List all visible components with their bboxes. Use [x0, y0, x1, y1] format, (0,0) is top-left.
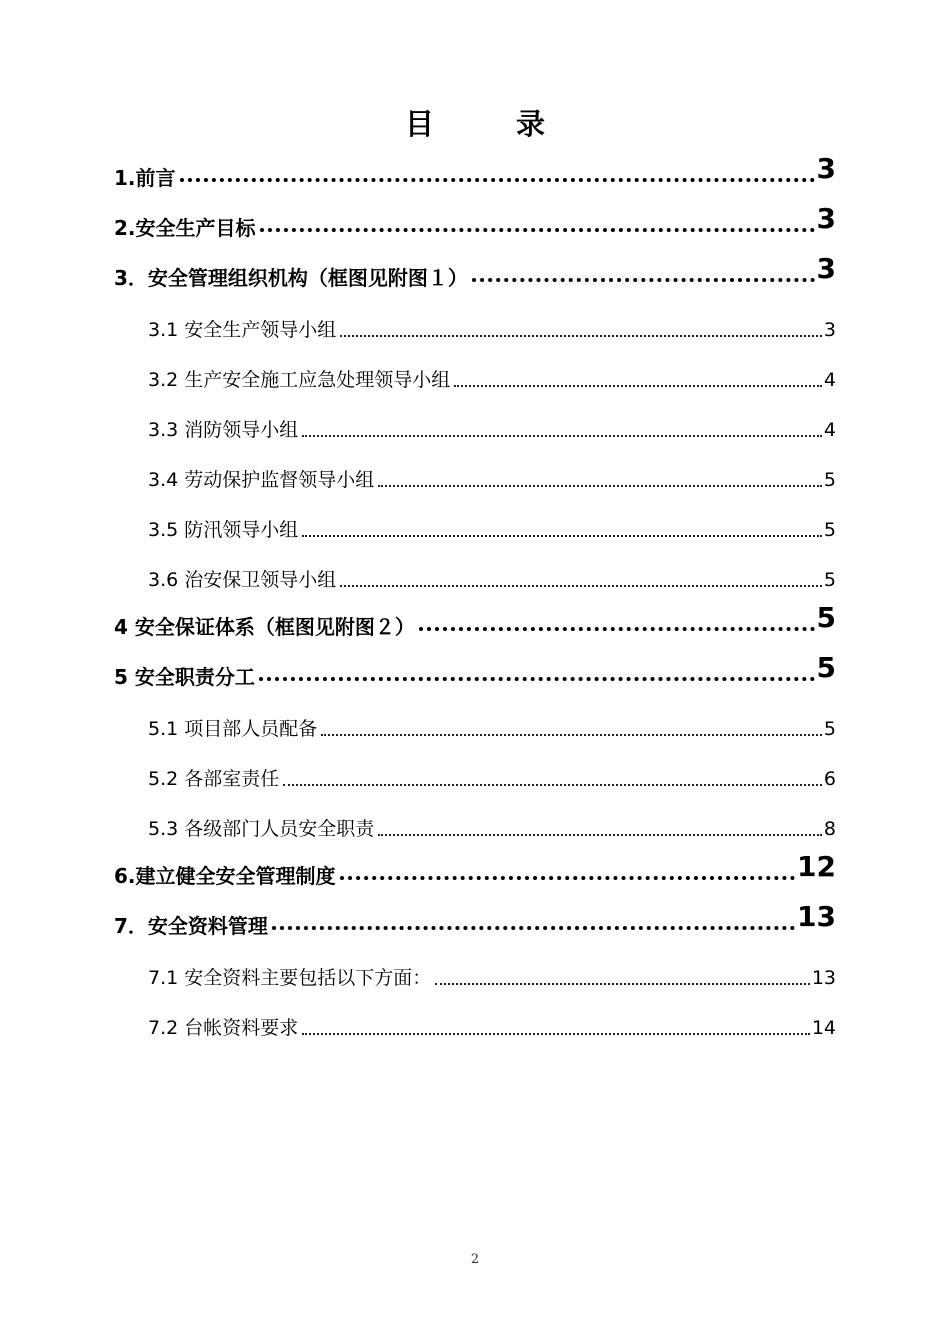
- toc-entry-title: 5.1 项目部人员配备: [148, 718, 318, 740]
- toc-entry[interactable]: [148, 962, 836, 992]
- toc-entry-page: 13: [797, 900, 836, 933]
- toc-entry-title: 7.2 台帐资料要求: [148, 1017, 299, 1039]
- toc-entry-page: 6: [823, 768, 836, 790]
- toc-entry[interactable]: [114, 651, 836, 691]
- dot-leader: [180, 178, 815, 182]
- toc-entry[interactable]: [148, 713, 836, 743]
- toc-entry[interactable]: [148, 813, 836, 843]
- dot-leader: [378, 485, 822, 487]
- toc-entry[interactable]: [148, 564, 836, 594]
- toc-entry-page: 5: [823, 469, 836, 491]
- toc-entry-page: 5: [816, 651, 836, 684]
- toc-entry-page: 3: [816, 152, 836, 185]
- dot-leader: [419, 627, 815, 631]
- toc-entry-page: 8: [823, 818, 836, 840]
- dot-leader: [260, 228, 815, 232]
- toc-entry[interactable]: [114, 202, 836, 242]
- toc-entry-page: 4: [823, 419, 836, 441]
- toc-entry-page: 5: [823, 718, 836, 740]
- dot-leader: [340, 876, 796, 880]
- toc-entry[interactable]: [114, 252, 836, 292]
- toc-entry-page: 5: [823, 569, 836, 591]
- toc-entry-title: 3.4 劳动保护监督领导小组: [148, 469, 375, 491]
- toc-entry-title: 7．安全资料管理: [114, 914, 268, 938]
- dot-leader: [302, 1033, 810, 1035]
- toc-entry-title: 3．安全管理组织机构（框图见附图１）: [114, 266, 468, 290]
- toc-entry-title: 3.5 防汛领导小组: [148, 519, 299, 541]
- toc-entry-title: 4 安全保证体系（框图见附图２）: [114, 615, 415, 639]
- page-number: 2: [470, 1252, 480, 1267]
- dot-leader: [283, 784, 822, 786]
- toc-entry[interactable]: [148, 314, 836, 344]
- dot-leader: [340, 335, 822, 337]
- toc-entry-title: 5 安全职责分工: [114, 665, 255, 689]
- toc-entry[interactable]: [114, 601, 836, 641]
- dot-leader: [272, 926, 795, 930]
- page-title: 目 录: [404, 107, 582, 141]
- toc-entry-title: 2.安全生产目标: [114, 216, 256, 240]
- dot-leader: [321, 734, 822, 736]
- toc-entry-page: 13: [811, 967, 836, 989]
- toc-entry-title: 3.2 生产安全施工应急处理领导小组: [148, 369, 451, 391]
- toc-entry[interactable]: [148, 514, 836, 544]
- toc-entry-page: 3: [816, 252, 836, 285]
- dot-leader: [472, 278, 815, 282]
- dot-leader: [302, 435, 822, 437]
- toc-entry[interactable]: [148, 1012, 836, 1042]
- toc-entry-page: 5: [816, 601, 836, 634]
- toc-entry[interactable]: [114, 900, 836, 940]
- toc-entry[interactable]: [114, 152, 836, 192]
- toc-entry-title: 1.前言: [114, 166, 176, 190]
- toc-entry[interactable]: [148, 464, 836, 494]
- toc-entry-title: 3.1 安全生产领导小组: [148, 319, 337, 341]
- dot-leader: [340, 585, 822, 587]
- toc-entry-title: 6.建立健全安全管理制度: [114, 864, 336, 888]
- toc-entry-title: 3.6 治安保卫领导小组: [148, 569, 337, 591]
- dot-leader: [302, 535, 822, 537]
- toc-entry[interactable]: [114, 850, 836, 890]
- toc-entry[interactable]: [148, 414, 836, 444]
- toc-entry-page: 3: [816, 202, 836, 235]
- dot-leader: [259, 677, 815, 681]
- toc-entry-title: 5.3 各级部门人员安全职责: [148, 818, 375, 840]
- toc-entry-title: 5.2 各部室责任: [148, 768, 280, 790]
- toc-entry-title: 3.3 消防领导小组: [148, 419, 299, 441]
- dot-leader: [454, 385, 822, 387]
- dot-leader: [378, 834, 822, 836]
- dot-leader: [435, 983, 810, 985]
- toc-entry-page: 4: [823, 369, 836, 391]
- toc-entry-page: 12: [797, 850, 836, 883]
- toc-entry[interactable]: [148, 763, 836, 793]
- toc-entry-page: 3: [823, 319, 836, 341]
- toc-entry-title: 7.1 安全资料主要包括以下方面：: [148, 967, 432, 989]
- toc-entry-page: 14: [811, 1017, 836, 1039]
- toc-entry-page: 5: [823, 519, 836, 541]
- toc-entry[interactable]: [148, 364, 836, 394]
